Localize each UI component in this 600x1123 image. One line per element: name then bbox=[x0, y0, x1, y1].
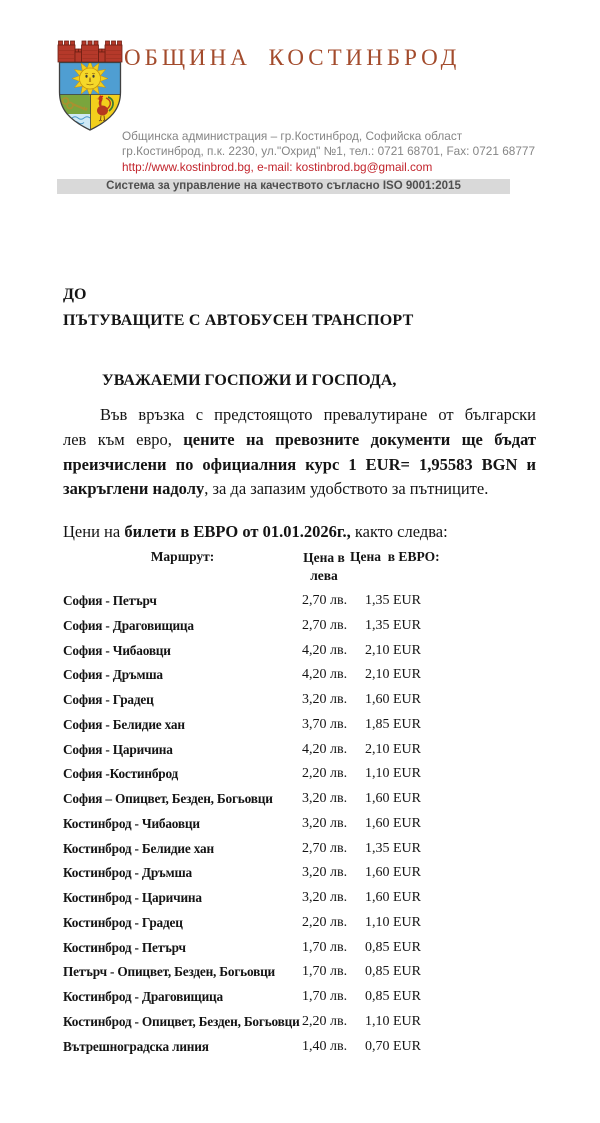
price-bgn-cell: 4,20 лв. bbox=[302, 741, 348, 757]
route-cell: Костинброд - Царичина bbox=[63, 890, 202, 905]
castle-icon bbox=[58, 41, 122, 62]
price-bgn-cell: 2,70 лв. bbox=[302, 617, 348, 633]
header-route: Маршрут: bbox=[150, 549, 215, 564]
table-row bbox=[63, 593, 543, 618]
route-cell: Костинброд - Белидие хан bbox=[63, 840, 214, 856]
price-eur-cell: 1,10 EUR bbox=[365, 914, 421, 930]
price-eur-cell: 1,60 EUR bbox=[365, 815, 421, 831]
price-table-body bbox=[63, 593, 543, 1063]
table-row bbox=[63, 643, 543, 668]
price-bgn-cell: 1,40 лв. bbox=[302, 1038, 348, 1054]
route-cell: София - Петърч bbox=[63, 593, 157, 608]
price-bgn-cell: 3,20 лв. bbox=[302, 692, 348, 707]
price-eur-cell: 1,60 EUR bbox=[365, 865, 421, 881]
price-bgn-cell: 3,20 лв. bbox=[302, 865, 348, 881]
route-cell: Вътрешноградска линия bbox=[63, 1038, 209, 1054]
table-row bbox=[63, 791, 543, 816]
price-eur-cell: 1,60 EUR bbox=[365, 791, 421, 806]
price-eur-cell: 1,10 EUR bbox=[365, 1013, 421, 1029]
prices-intro bbox=[63, 522, 448, 542]
table-row bbox=[63, 1014, 543, 1039]
price-eur-cell: 2,10 EUR bbox=[365, 667, 421, 683]
price-eur-cell: 0,70 EUR bbox=[365, 1038, 421, 1054]
table-row bbox=[63, 692, 543, 717]
route-cell: София - Царичина bbox=[63, 741, 173, 757]
price-bgn-cell: 1,70 лв. bbox=[302, 964, 348, 980]
header-price-eur: Цена в ЕВРО: bbox=[350, 549, 440, 564]
route-cell: Костинброд - Градец bbox=[63, 914, 183, 930]
route-cell: София – Опицвет, Безден, Богьовци bbox=[63, 791, 273, 806]
salutation: УВАЖАЕМИ ГОСПОЖИ И ГОСПОДА, bbox=[102, 372, 397, 389]
price-eur-cell: 1,85 EUR bbox=[365, 716, 421, 732]
price-bgn-cell: 1,70 лв. bbox=[302, 989, 348, 1004]
price-eur-cell: 2,10 EUR bbox=[365, 741, 421, 757]
paragraph-line: лев към евро, цените на превозните документи ще бъдат bbox=[63, 429, 537, 449]
price-eur-cell: 1,35 EUR bbox=[365, 617, 421, 633]
paragraph-line: закръглени надолу, за да запазим удобството за пътниците. bbox=[63, 479, 489, 499]
prices-intro-part3: както следва: bbox=[350, 522, 448, 541]
price-bgn-cell: 2,70 лв. bbox=[302, 840, 348, 856]
iso-banner: Система за управление на качеството съгласно ISO 9001:2015 bbox=[57, 179, 510, 194]
price-eur-cell: 1,10 EUR bbox=[365, 766, 421, 782]
price-eur-cell: 1,60 EUR bbox=[365, 692, 421, 707]
price-bgn-cell: 3,20 лв. bbox=[302, 791, 348, 806]
prices-intro-part1: Цени на bbox=[63, 522, 125, 541]
coat-of-arms-icon bbox=[57, 40, 123, 132]
contact-line: http://www.kostinbrod.bg, e-mail: kostinbrod.bg@gmail.com bbox=[122, 159, 433, 174]
table-row bbox=[63, 964, 543, 989]
table-row bbox=[63, 667, 543, 692]
route-cell: Костинброд - Чибаовци bbox=[63, 815, 200, 831]
price-bgn-cell: 3,20 лв. bbox=[302, 890, 348, 905]
route-cell: София - Белидие хан bbox=[63, 716, 185, 732]
route-cell: Петърч - Опицвет, Безден, Богьовци bbox=[63, 964, 276, 980]
table-row bbox=[63, 766, 543, 791]
route-cell: София - Чибаовци bbox=[63, 642, 171, 658]
price-bgn-cell: 3,70 лв. bbox=[302, 716, 348, 732]
org-name: ОБЩИНА КОСТИНБРОД bbox=[124, 45, 461, 70]
price-bgn-cell: 4,20 лв. bbox=[302, 642, 348, 658]
route-cell: София - Дръмша bbox=[63, 667, 163, 683]
price-eur-cell: 1,60 EUR bbox=[365, 890, 421, 905]
main-paragraph bbox=[63, 403, 536, 502]
route-cell: Костинброд - Опицвет, Безден, Богьовци bbox=[63, 1013, 300, 1029]
price-bgn-cell: 2,20 лв. bbox=[302, 914, 348, 930]
price-bgn-cell: 2,70 лв. bbox=[302, 593, 348, 608]
price-eur-cell: 0,85 EUR bbox=[365, 989, 421, 1004]
route-cell: Костинброд - Драговищица bbox=[63, 989, 223, 1004]
address-line-2: гр.Костинброд, п.к. 2230, ул."Охрид" №1, тел.: 0721 68701, Fax: 0721 68777 bbox=[122, 144, 536, 159]
price-eur-cell: 0,85 EUR bbox=[365, 964, 421, 980]
route-cell: София - Градец bbox=[63, 692, 154, 707]
table-row bbox=[63, 989, 543, 1014]
price-eur-cell: 2,10 EUR bbox=[365, 642, 421, 658]
header-price-bgn: Цена в лева bbox=[303, 550, 345, 583]
price-bgn-cell: 2,20 лв. bbox=[302, 1013, 348, 1029]
table-row bbox=[63, 618, 543, 643]
price-bgn-cell: 1,70 лв. bbox=[302, 939, 348, 955]
table-row bbox=[63, 940, 543, 965]
table-row bbox=[63, 915, 543, 940]
table-row bbox=[63, 742, 543, 767]
paragraph-line: Във връзка с предстоящото превалутиране от български bbox=[100, 405, 536, 424]
letterhead-address bbox=[122, 129, 542, 175]
price-eur-cell: 1,35 EUR bbox=[365, 593, 421, 608]
addressee-to: ДО bbox=[63, 286, 87, 303]
address-line-1: Общинска администрация – гр.Костинброд, Софийска област bbox=[122, 129, 463, 143]
paragraph-line: преизчислени по официалния курс 1 EUR= 1,95583 BGN и bbox=[63, 454, 536, 474]
table-row bbox=[63, 816, 543, 841]
table-row bbox=[63, 717, 543, 742]
route-cell: София - Драговищица bbox=[63, 617, 194, 633]
prices-intro-bold: билети в ЕВРО от 01.01.2026г., bbox=[124, 522, 351, 541]
price-bgn-cell: 2,20 лв. bbox=[302, 766, 348, 782]
route-cell: Костинброд - Дръмша bbox=[63, 865, 192, 881]
price-eur-cell: 1,35 EUR bbox=[365, 840, 421, 856]
table-row bbox=[63, 841, 543, 866]
addressee-name: ПЪТУВАЩИТЕ С АВТОБУСЕН ТРАНСПОРТ bbox=[63, 312, 414, 329]
table-row bbox=[63, 890, 543, 915]
table-row bbox=[63, 1039, 543, 1064]
route-cell: София -Костинброд bbox=[63, 766, 179, 782]
price-bgn-cell: 4,20 лв. bbox=[302, 667, 348, 683]
price-table-header bbox=[63, 549, 536, 589]
route-cell: Костинброд - Петърч bbox=[63, 939, 186, 955]
price-eur-cell: 0,85 EUR bbox=[365, 939, 421, 955]
price-bgn-cell: 3,20 лв. bbox=[302, 815, 348, 831]
table-row bbox=[63, 865, 543, 890]
